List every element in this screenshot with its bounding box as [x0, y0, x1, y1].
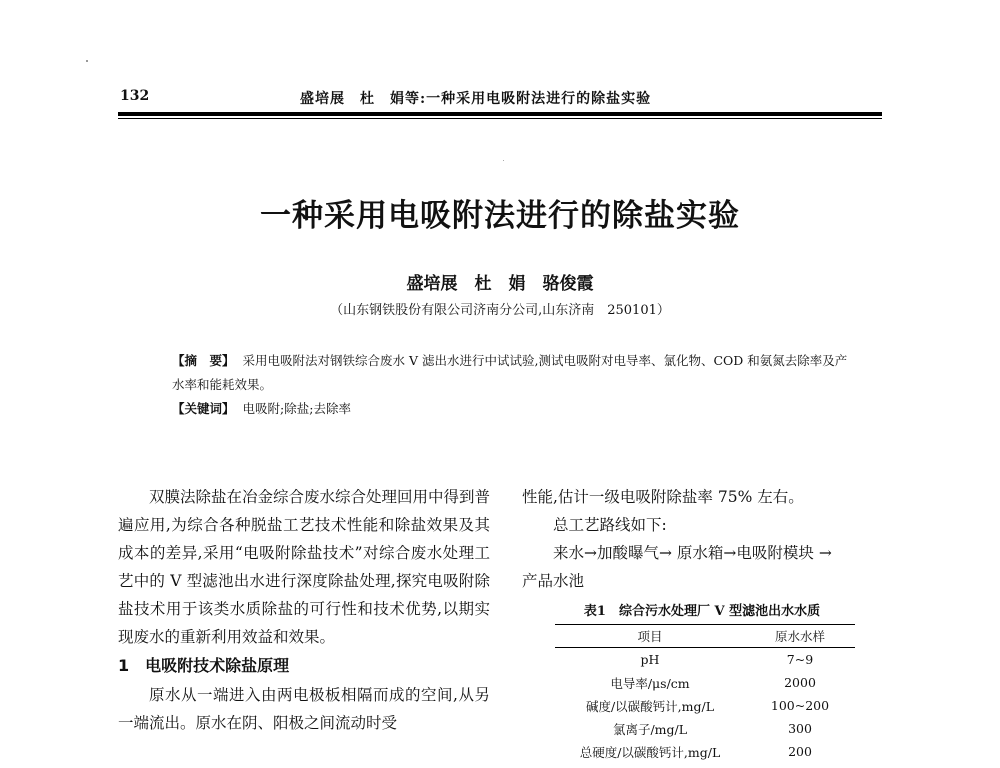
- intro-paragraph: 双膜法除盐在冶金综合废水综合处理回用中得到普遍应用,为综合各种脱盐工艺技术性能和除盐效果及其成本的差异,采用“电吸附除盐技术”对综合废水处理工艺中的 V 型滤池出水进行深度除盐处理,探究电吸附除盐技术用于该类水质除盐的可行性和技术优势,以期实现废水的重新利用效益和效果。: [118, 488, 491, 646]
- abstract-label: 【摘 要】: [172, 353, 235, 368]
- table-row: [555, 740, 855, 763]
- section-heading: 1 电吸附技术除盐原理: [118, 656, 290, 675]
- paper-title: 一种采用电吸附法进行的除盐实验: [260, 198, 740, 234]
- table-cell: pH: [640, 652, 660, 667]
- right-column: [522, 483, 894, 595]
- header-rule: [118, 112, 882, 116]
- abstract-text: 采用电吸附法对钢铁综合废水 V 滤出水进行中试试验,测试电吸附对电导率、氯化物、COD 和氨氮去除率及产水率和能耗效果。: [172, 353, 848, 392]
- keywords-text: 电吸附;除盐;去除率: [242, 401, 351, 416]
- table-header-cell: 项目: [555, 625, 745, 648]
- table-cell: 300: [788, 721, 812, 736]
- table-row: [555, 694, 855, 717]
- table-row: [555, 717, 855, 740]
- body-line: 总工艺路线如下:: [553, 516, 667, 534]
- keywords: [172, 397, 351, 421]
- table-cell: 总硬度/以碳酸钙计,mg/L: [579, 744, 721, 760]
- left-column: [118, 483, 490, 737]
- author-list: 盛培展 杜 娟 骆俊霞: [406, 274, 594, 294]
- table-cell: 2000: [784, 675, 816, 690]
- table-cell: 氯离子/mg/L: [612, 721, 688, 737]
- affiliation: （山东钢铁股份有限公司济南分公司,山东济南 250101）: [330, 303, 670, 318]
- table-cell: 电导率/μs/cm: [610, 675, 690, 691]
- header-rule-thin: [118, 118, 882, 119]
- table-header-cell: 原水水样: [745, 625, 855, 648]
- water-quality-table: [555, 624, 855, 763]
- page-number: 132: [120, 88, 150, 104]
- table-header-row: [555, 625, 855, 648]
- keywords-label: 【关键词】: [172, 401, 235, 416]
- running-header: 盛培展 杜 娟等:一种采用电吸附法进行的除盐实验: [300, 91, 652, 107]
- table-cell: 碱度/以碳酸钙计,mg/L: [585, 698, 715, 714]
- table-cell: 100~200: [770, 698, 830, 713]
- abstract: [172, 349, 852, 397]
- table-row: [555, 648, 855, 672]
- scan-speck: [86, 60, 88, 62]
- process-route: 来水→加酸曝气→ 原水箱→电吸附模块 →: [553, 544, 832, 562]
- table-row: [555, 671, 855, 694]
- table-cell: 200: [788, 744, 812, 759]
- body-line: 性能,估计一级电吸附除盐率 75% 左右。: [522, 488, 804, 506]
- section-paragraph: 原水从一端进入由两电极板相隔而成的空间,从另一端流出。原水在阴、阳极之间流动时受: [118, 686, 490, 732]
- process-route-end: 产品水池: [522, 572, 585, 590]
- table-cell: 7~9: [786, 652, 814, 667]
- table-caption: 表1 综合污水处理厂 V 型滤池出水水质: [583, 604, 821, 619]
- scan-speck: [503, 160, 504, 161]
